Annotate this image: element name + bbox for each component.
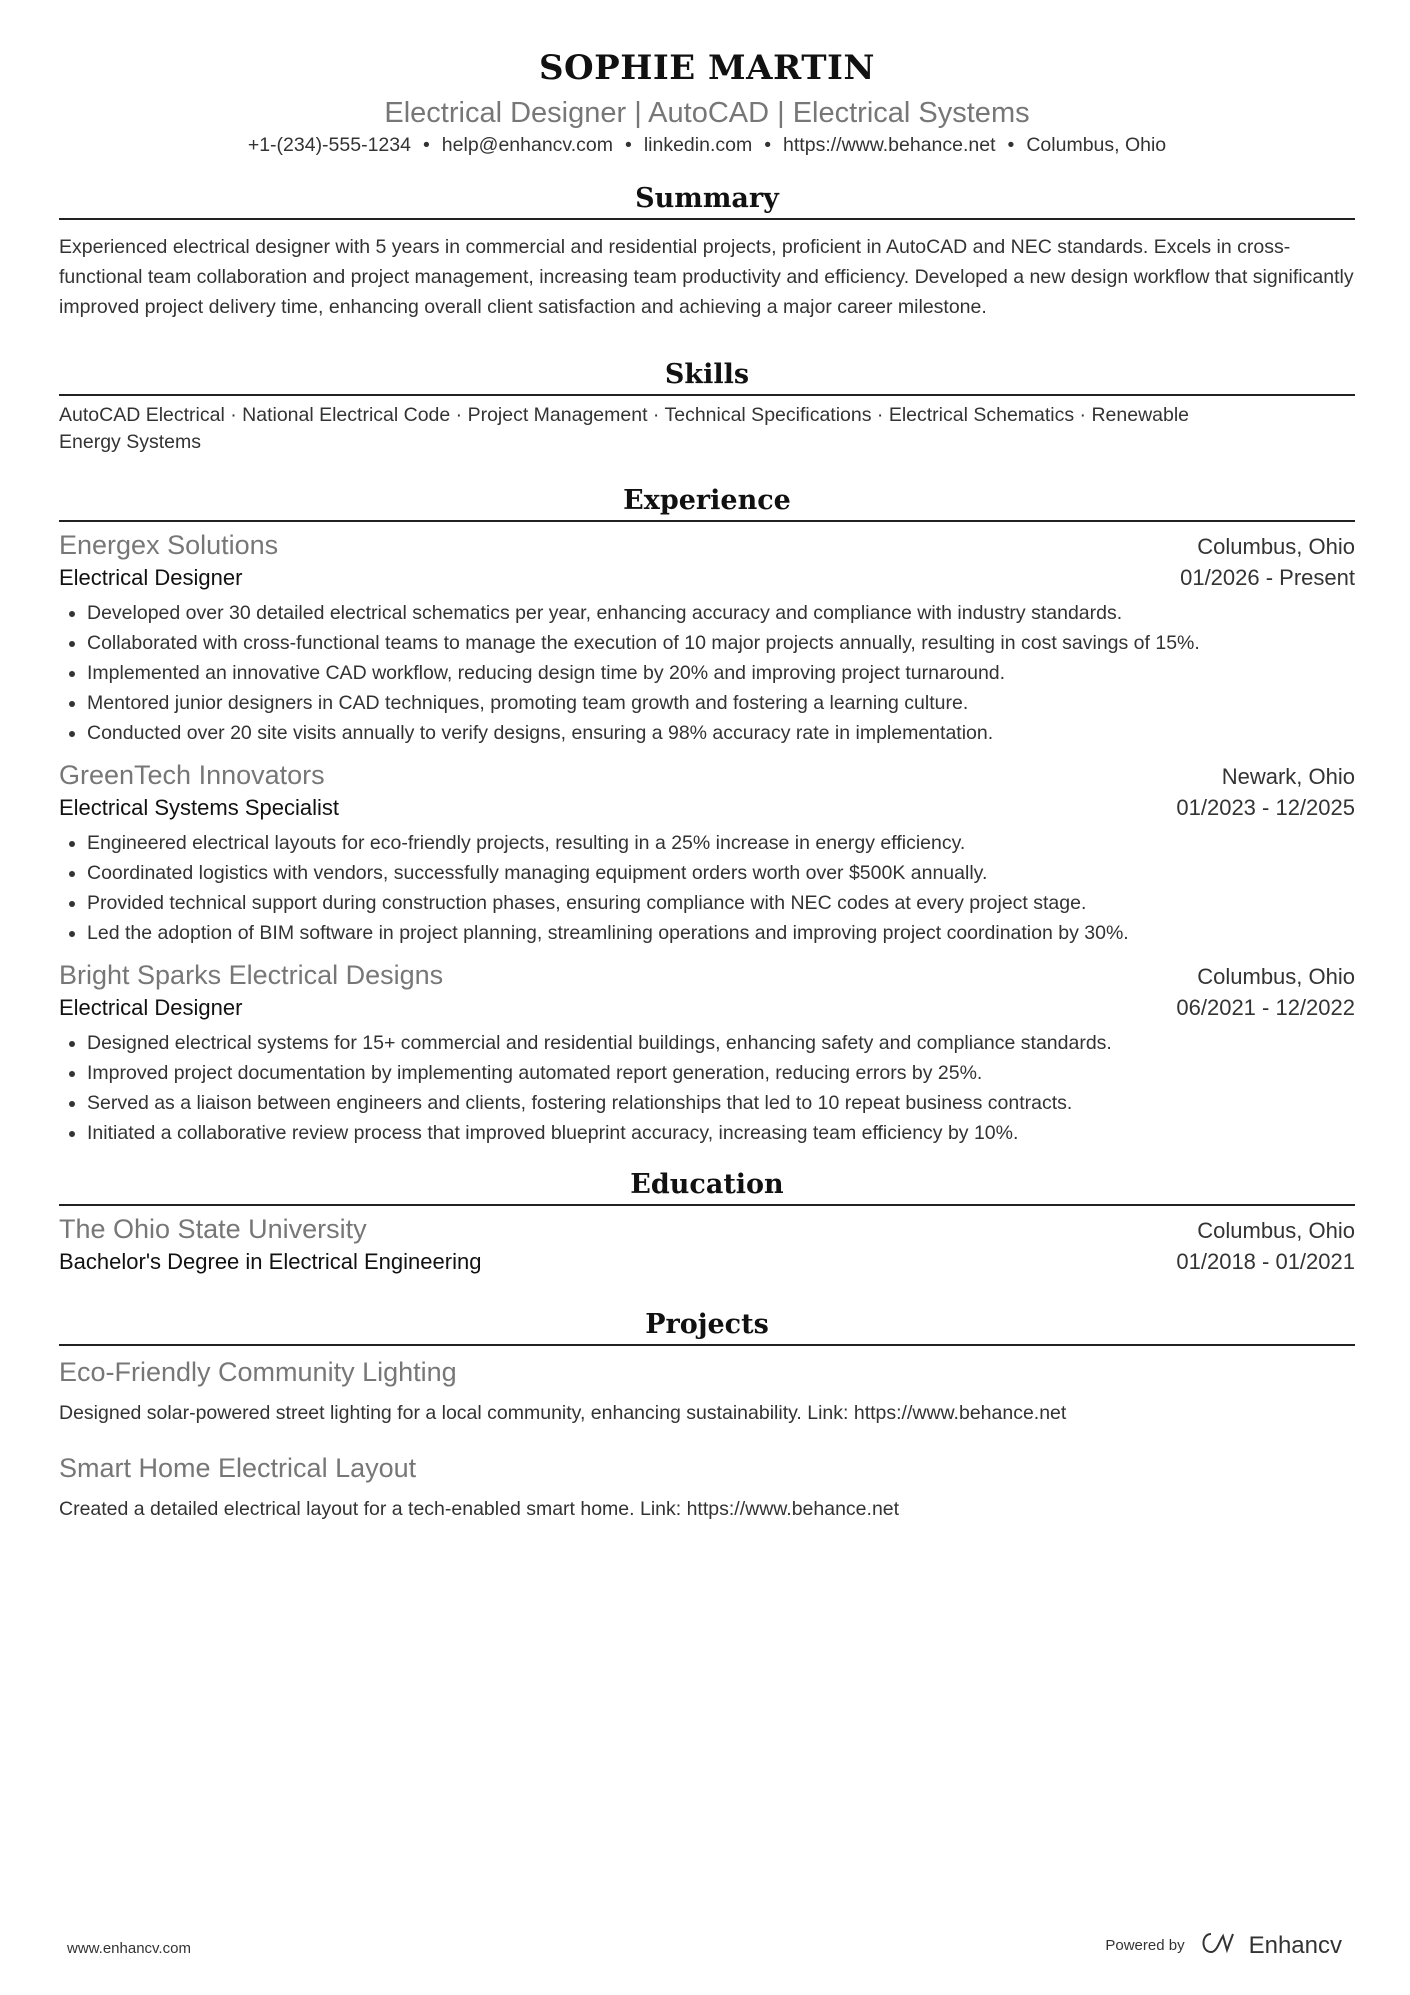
candidate-name: SOPHIE MARTIN [539, 48, 875, 88]
date-range: 01/2018 - 01/2021 [1176, 1249, 1355, 1274]
contact-item: +1-(234)-555-1234 [247, 134, 411, 156]
divider [59, 394, 1355, 396]
section-heading: Education [630, 1169, 784, 1200]
education-entry [59, 1212, 1355, 1278]
summary-section [59, 180, 1355, 322]
bullet-item: • Implemented an innovative CAD workflow, reducing design time by 20% and improving project turnaround. [87, 658, 1355, 688]
bullet-item: • Initiated a collaborative review process that improved blueprint accuracy, increasing team efficiency by 10%. [87, 1118, 1355, 1148]
skills-list: AutoCAD Electrical · National Electrical Code · Project Management · Technical Specifications · Electrical Schematics · Renewable Energy Systems [59, 404, 1190, 453]
section-heading: Experience [623, 485, 791, 516]
candidate-headline: Electrical Designer | AutoCAD | Electrical Systems [384, 97, 1030, 129]
bullet-item: • Served as a liaison between engineers and clients, fostering relationships that led to 10 repeat business contracts. [87, 1088, 1355, 1118]
location: Newark, Ohio [1221, 764, 1355, 789]
location: Columbus, Ohio [1197, 964, 1355, 989]
school-name: The Ohio State University [59, 1214, 367, 1244]
entry-subheader [59, 1246, 1355, 1278]
date-range: 06/2021 - 12/2022 [1176, 995, 1355, 1020]
bullet-item: • Coordinated logistics with vendors, successfully managing equipment orders worth over $500K annually. [87, 858, 1355, 888]
summary-text: Experienced electrical designer with 5 years in commercial and residential projects, proficient in AutoCAD and NEC standards. Excels in cross-functional team collaboration and project management, increasing team productivity and efficiency. Developed a new design workflow that significantly improved project delivery time, enhancing overall client satisfaction and achieving a major career milestone. [59, 236, 1354, 318]
date-range: 01/2023 - 12/2025 [1176, 795, 1355, 820]
job-title: Electrical Designer [59, 565, 243, 590]
powered-by-label: Powered by [1105, 1937, 1185, 1954]
entry-subheader [59, 792, 1355, 824]
company-name: GreenTech Innovators [59, 760, 325, 790]
separator-dot: • [422, 134, 430, 156]
contact-line [59, 134, 1355, 157]
entry-header [59, 758, 1355, 792]
bullet-item: • Improved project documentation by implementing automated report generation, reducing errors by 25%. [87, 1058, 1355, 1088]
contact-item[interactable]: linkedin.com [643, 134, 753, 156]
bullet-item: • Designed electrical systems for 15+ commercial and residential buildings, enhancing safety and compliance standards. [87, 1028, 1355, 1058]
project-description: Created a detailed electrical layout for a tech-enabled smart home. Link: https://www.behance.net [59, 1498, 900, 1520]
entry-subheader [59, 992, 1355, 1024]
bullet-list [59, 598, 1355, 748]
divider [59, 218, 1355, 220]
separator-dot: • [625, 134, 632, 156]
experience-entry [59, 958, 1355, 1148]
degree: Bachelor's Degree in Electrical Engineering [59, 1249, 482, 1274]
experience-entry [59, 528, 1355, 748]
education-section [59, 1166, 1355, 1278]
divider [59, 1204, 1355, 1206]
location: Columbus, Ohio [1197, 534, 1355, 559]
bullet-item: • Led the adoption of BIM software in project planning, streamlining operations and improving project coordination by 30%. [87, 918, 1355, 948]
footer-branding [1105, 1930, 1342, 1961]
contact-item: Columbus, Ohio [1026, 134, 1167, 156]
enhancv-logo-icon [1197, 1930, 1237, 1961]
separator-dot: • [764, 134, 772, 156]
divider [59, 520, 1355, 522]
date-range: 01/2026 - Present [1180, 565, 1355, 590]
section-heading: Skills [664, 359, 750, 390]
bullet-list [59, 1028, 1355, 1148]
bullet-item: • Engineered electrical layouts for eco-friendly projects, resulting in a 25% increase in energy efficiency. [87, 828, 1355, 858]
job-title: Electrical Systems Specialist [59, 795, 339, 820]
entry-header [59, 528, 1355, 562]
resume-body [59, 180, 1355, 1558]
experience-entry [59, 758, 1355, 948]
separator-dot: • [1007, 134, 1015, 156]
section-heading: Projects [645, 1309, 769, 1340]
contact-item[interactable]: help@enhancv.com [441, 134, 613, 156]
company-name: Energex Solutions [59, 530, 279, 560]
bullet-item: • Mentored junior designers in CAD techniques, promoting team growth and fostering a learning culture. [87, 688, 1355, 718]
footer-website[interactable]: www.enhancv.com [67, 1940, 191, 1957]
project-description: Designed solar-powered street lighting for a local community, enhancing sustainability. Link: https://www.behance.net [59, 1402, 1067, 1424]
entry-subheader [59, 562, 1355, 594]
divider [59, 1344, 1355, 1346]
enhancv-brand: Enhancv [1248, 1931, 1342, 1959]
job-title: Electrical Designer [59, 995, 243, 1020]
location: Columbus, Ohio [1197, 1218, 1355, 1243]
skills-section [59, 356, 1355, 456]
bullet-item: • Collaborated with cross-functional teams to manage the execution of 10 major projects annually, resulting in cost savings of 15%. [87, 628, 1355, 658]
contact-item[interactable]: https://www.behance.net [783, 134, 996, 156]
experience-section [59, 482, 1355, 1148]
projects-section [59, 1306, 1355, 1524]
entry-header [59, 1212, 1355, 1246]
section-heading: Summary [635, 183, 779, 214]
project-title: Eco-Friendly Community Lighting [59, 1357, 457, 1387]
bullet-item: • Developed over 30 detailed electrical schematics per year, enhancing accuracy and compliance with industry standards. [87, 598, 1355, 628]
company-name: Bright Sparks Electrical Designs [59, 960, 444, 990]
bullet-item: • Conducted over 20 site visits annually to verify designs, ensuring a 98% accuracy rate in implementation. [87, 718, 1355, 748]
project-title: Smart Home Electrical Layout [59, 1453, 417, 1483]
bullet-list [59, 828, 1355, 948]
bullet-item: • Provided technical support during construction phases, ensuring compliance with NEC codes at every project stage. [87, 888, 1355, 918]
entry-header [59, 958, 1355, 992]
